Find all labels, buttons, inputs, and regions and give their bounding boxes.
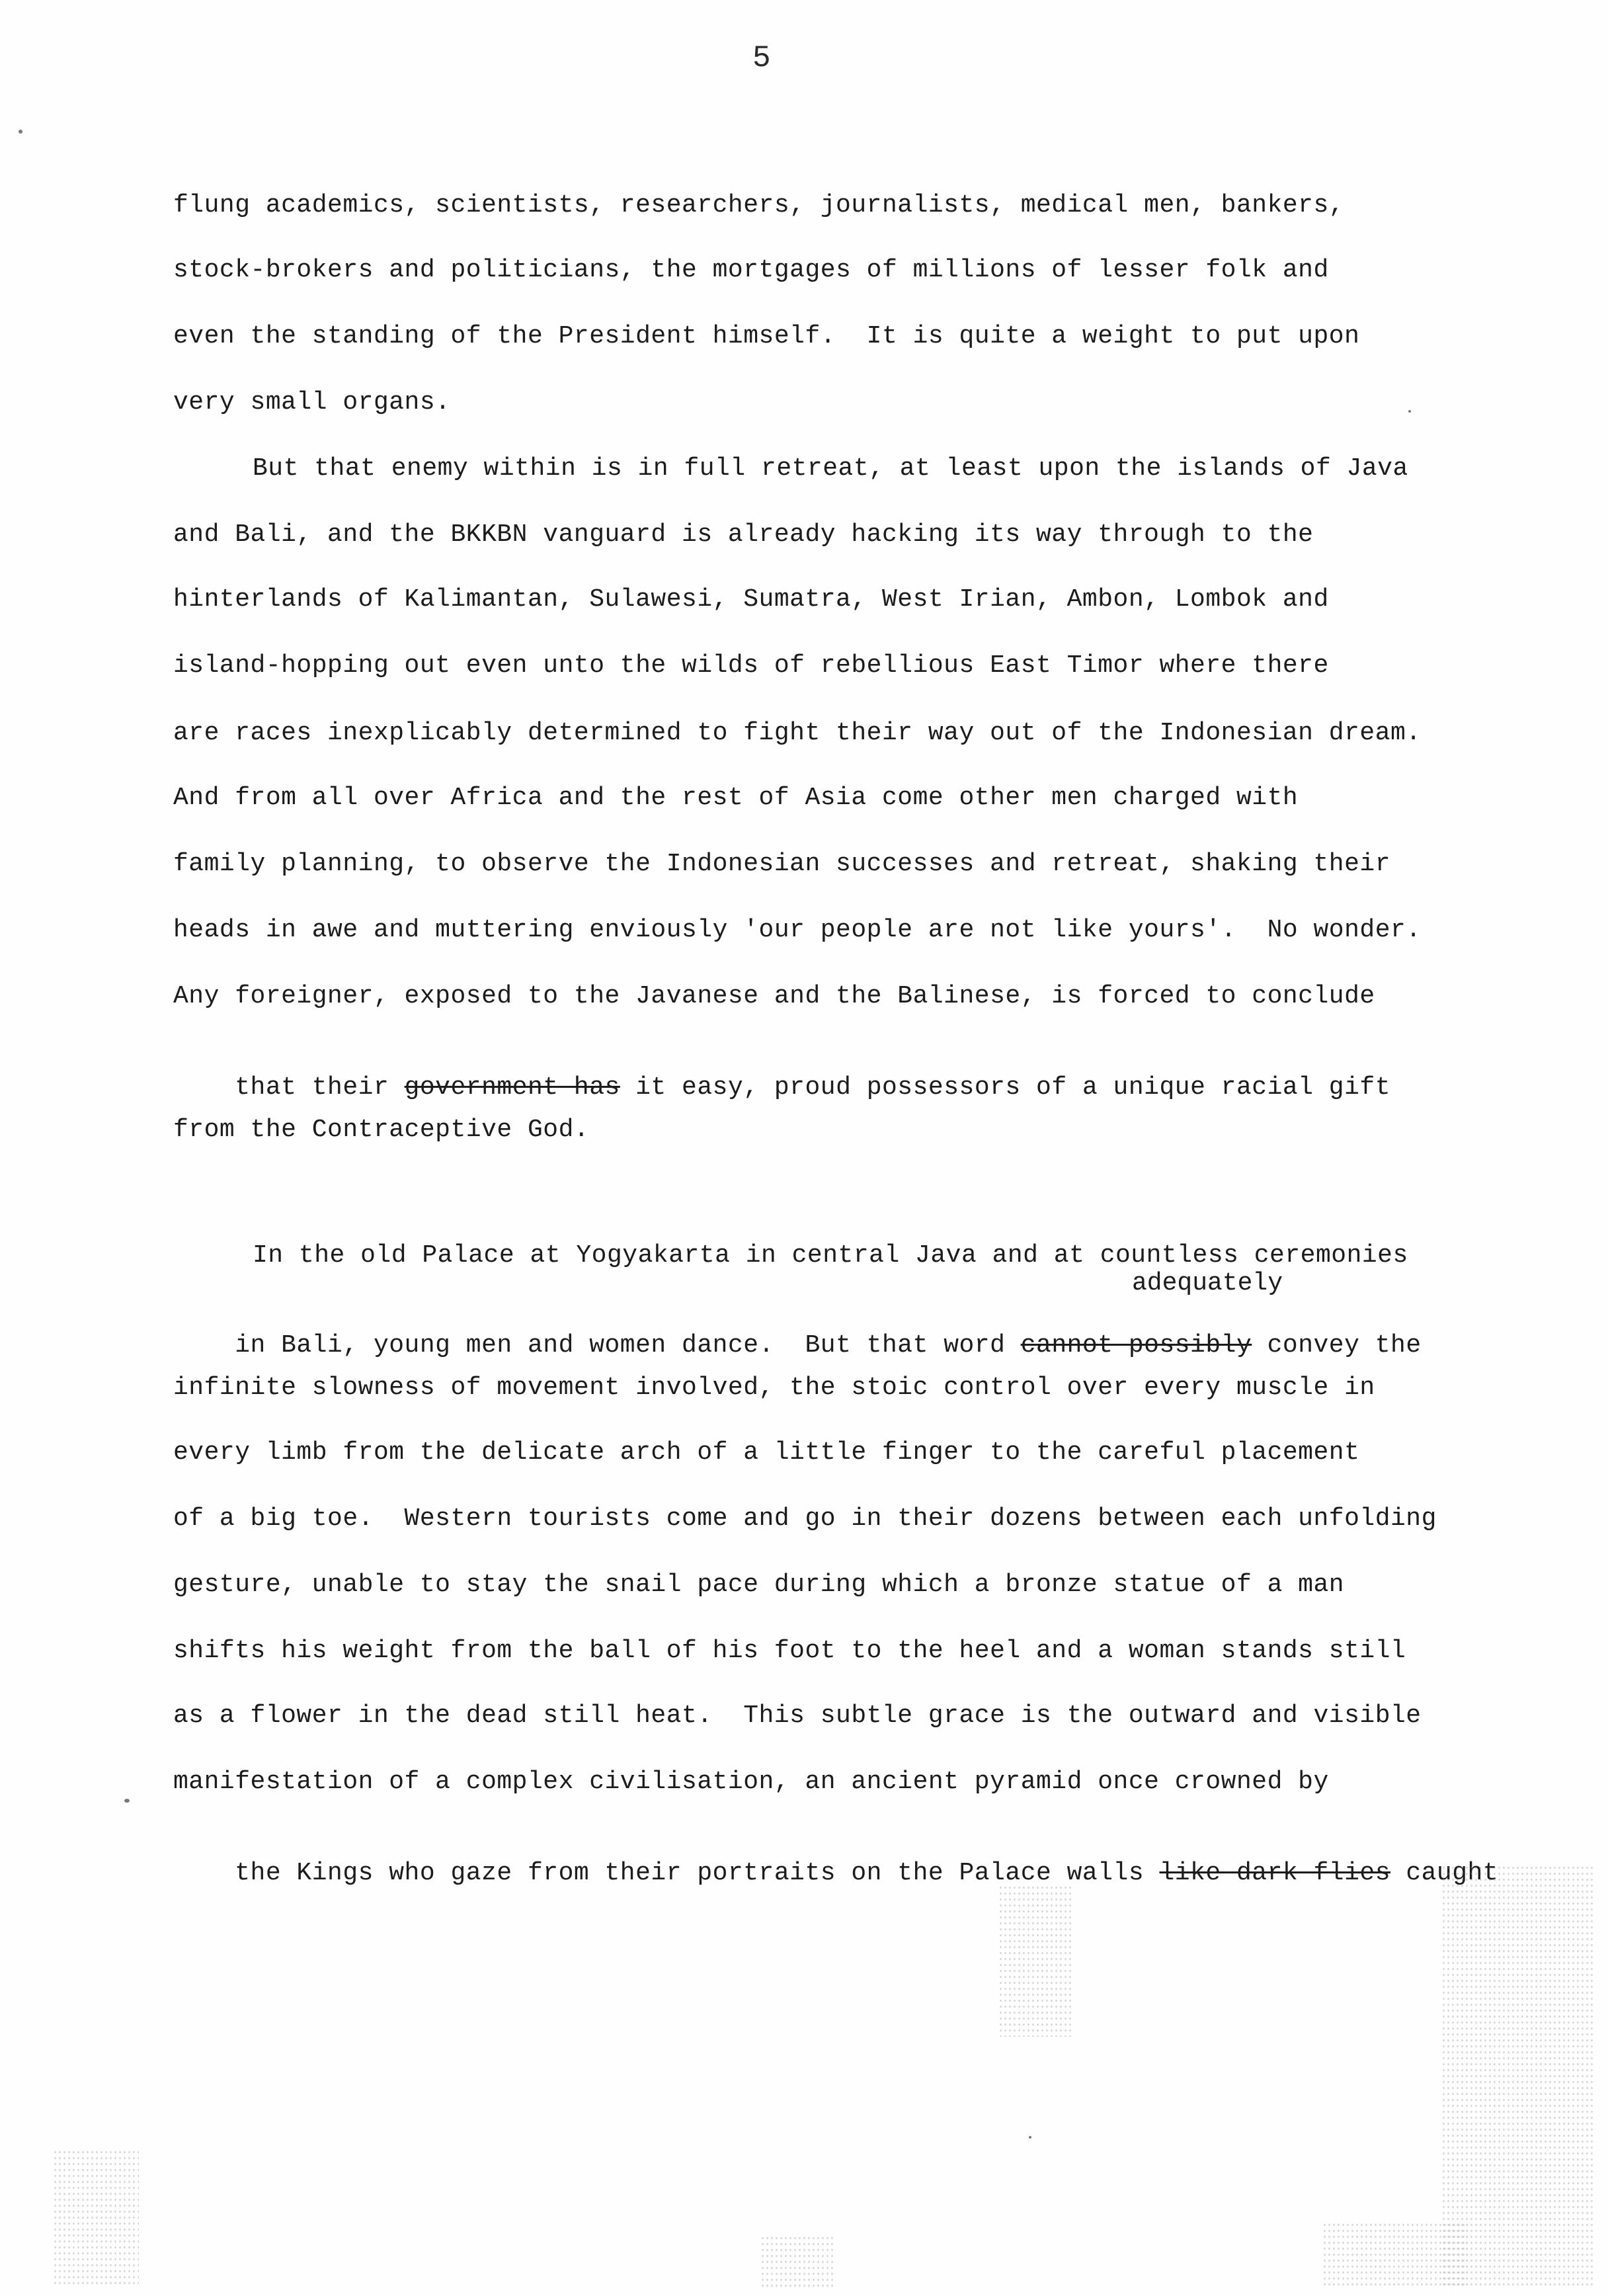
text-line: flung academics, scientists, researchers, journalists, medical men, bankers, <box>173 191 1345 220</box>
text-segment: that their <box>235 1073 405 1102</box>
text-line: hinterlands of Kalimantan, Sulawesi, Sumatra, West Irian, Ambon, Lombok and <box>173 585 1329 614</box>
text-line: Any foreigner, exposed to the Javanese and the Balinese, is forced to conclude <box>173 982 1375 1010</box>
scan-speck <box>19 130 22 134</box>
text-line: gesture, unable to stay the snail pace during which a bronze statue of a man <box>173 1571 1345 1599</box>
text-line: And from all over Africa and the rest of Asia come other men charged with <box>173 784 1299 812</box>
text-line: island-hopping out even unto the wilds of rebellious East Timor where there <box>173 651 1329 680</box>
scan-noise <box>1322 2222 1468 2288</box>
text-line: very small organs. <box>173 388 451 417</box>
text-line-with-deletion <box>173 1836 1498 1911</box>
text-line: shifts his weight from the ball of his foot to the heel and a woman stands still <box>173 1637 1406 1665</box>
struck-text: like dark flies <box>1159 1859 1391 1887</box>
struck-text: cannot possibly <box>1020 1331 1252 1360</box>
text-segment: caught <box>1390 1859 1499 1887</box>
text-line: manifestation of a complex civilisation, an ancient pyramid once crowned by <box>173 1768 1329 1796</box>
text-line: every limb from the delicate arch of a little finger to the careful placement <box>173 1438 1360 1467</box>
text-line-with-deletion <box>173 1050 1390 1126</box>
text-line: infinite slowness of movement involved, the stoic control over every muscle in <box>173 1374 1375 1402</box>
scan-speck <box>1408 410 1411 413</box>
text-line: family planning, to observe the Indonesian successes and retreat, shaking their <box>173 850 1390 878</box>
text-segment: in Bali, young men and women dance. But that word <box>235 1331 1021 1360</box>
scan-speck <box>124 1799 130 1803</box>
text-line: from the Contraceptive God. <box>173 1116 590 1144</box>
scan-speck <box>1029 2136 1031 2139</box>
text-line-with-deletion <box>173 1308 1422 1383</box>
text-line: and Bali, and the BKKBN vanguard is already hacking its way through to the <box>173 520 1314 549</box>
text-segment: convey the <box>1252 1331 1422 1360</box>
text-line: are races inexplicably determined to fight their way out of the Indonesian dream. <box>173 719 1422 747</box>
inserted-word: adequately <box>1132 1269 1283 1297</box>
struck-text: government has <box>404 1073 620 1102</box>
text-line: even the standing of the President himself. It is quite a weight to put upon <box>173 322 1360 350</box>
scan-noise <box>760 2235 833 2288</box>
text-line: stock-brokers and politicians, the mortgages of millions of lesser folk and <box>173 256 1329 284</box>
page-number: 5 <box>752 41 771 75</box>
text-line: of a big toe. Western tourists come and go in their dozens between each unfolding <box>173 1504 1437 1533</box>
scan-noise <box>53 2149 139 2288</box>
text-segment: the Kings who gaze from their portraits on the Palace walls <box>235 1859 1160 1887</box>
text-line: heads in awe and muttering enviously 'our people are not like yours'. No wonder. <box>173 916 1422 944</box>
text-line: But that enemy within is in full retreat, at least upon the islands of Java <box>253 454 1408 483</box>
text-line: as a flower in the dead still heat. This subtle grace is the outward and visible <box>173 1702 1422 1730</box>
text-line: In the old Palace at Yogyakarta in central Java and at countless ceremonies <box>253 1241 1408 1270</box>
scan-noise <box>998 1885 1071 2037</box>
text-segment: it easy, proud possessors of a unique racial gift <box>620 1073 1391 1102</box>
